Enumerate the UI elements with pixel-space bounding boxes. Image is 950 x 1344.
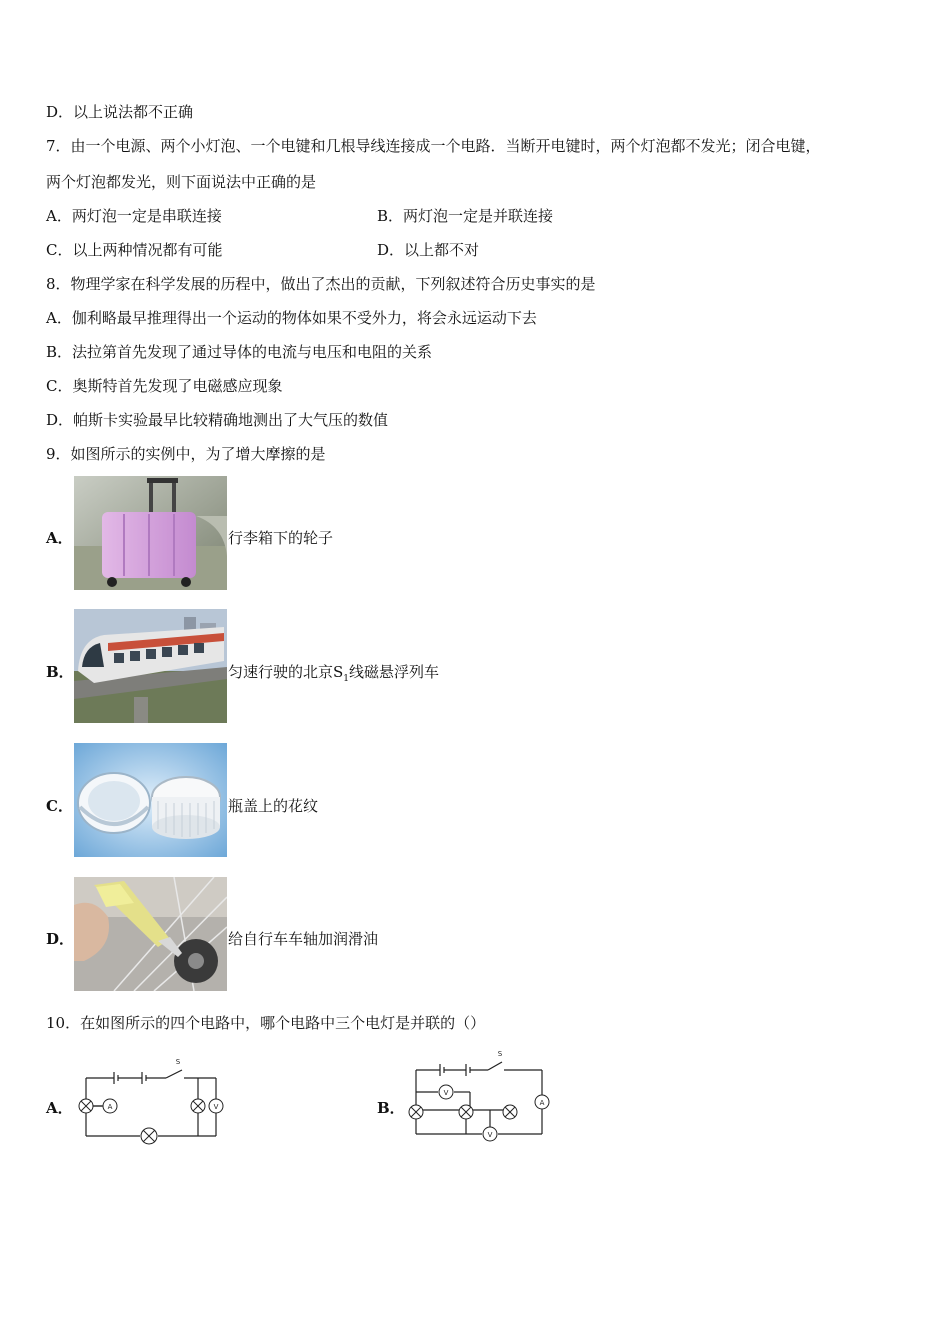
maglev-train-photo <box>74 609 227 723</box>
q9-stem: 9．如图所示的实例中，为了增大摩擦的是 <box>46 445 326 463</box>
caption-text-pre: 匀速行驶的北京 <box>228 663 334 681</box>
q8-option-d: D．帕斯卡实验最早比较精确地测出了大气压的数值 <box>46 411 389 429</box>
lamp-icon <box>141 1128 157 1144</box>
q9-option-a-caption: 行李箱下的轮子 <box>228 529 334 547</box>
voltmeter-symbol-b2: V <box>487 1131 493 1139</box>
q10-option-b-label: B． <box>377 1099 405 1117</box>
q9-option-b-caption <box>228 662 439 689</box>
voltmeter-symbol-b1: V <box>443 1089 449 1097</box>
q6-option-d: D．以上说法都不正确 <box>46 103 194 121</box>
switch-label-a: S <box>175 1058 181 1066</box>
caption-s-letter: S <box>333 663 344 681</box>
q9-option-d-label: D． <box>46 930 75 948</box>
voltmeter-symbol-a: V <box>213 1103 219 1111</box>
q10-option-a-label: A． <box>46 1099 73 1117</box>
q9-option-b-label: B． <box>46 663 74 681</box>
q7-option-d: D．以上都不对 <box>377 241 480 259</box>
suitcase-photo <box>74 476 227 590</box>
ammeter-symbol-b: A <box>539 1099 545 1107</box>
caption-text-post: 线磁悬浮列车 <box>349 663 440 681</box>
caption-subscript: 1 <box>343 674 350 684</box>
lamp-icon <box>459 1105 473 1119</box>
switch-label-b: S <box>497 1050 503 1058</box>
q8-option-a: A．伽利略最早推理得出一个运动的物体如果不受外力，将会永远运动下去 <box>46 309 537 327</box>
q8-stem: 8．物理学家在科学发展的历程中，做出了杰出的贡献，下列叙述符合历史事实的是 <box>46 275 596 293</box>
q9-option-c-label: C． <box>46 797 73 815</box>
lamp-icon <box>79 1099 93 1113</box>
lamp-icon <box>409 1105 423 1119</box>
circuit-diagram-a <box>74 1054 234 1146</box>
lamp-icon <box>191 1099 205 1113</box>
q7-option-c: C．以上两种情况都有可能 <box>46 241 223 259</box>
circuit-diagram-b <box>404 1046 554 1146</box>
q7-stem-line2: 两个灯泡都发光，则下面说法中正确的是 <box>46 173 317 191</box>
bottle-caps-photo <box>74 743 227 857</box>
q7-stem-line1: 7．由一个电源、两个小灯泡、一个电键和几根导线连接成一个电路．当断开电键时，两个灯泡都不发光；闭合电键， <box>46 137 821 155</box>
q8-option-c: C．奥斯特首先发现了电磁感应现象 <box>46 377 283 395</box>
ammeter-symbol-a: A <box>107 1103 113 1111</box>
q7-option-b: B．两灯泡一定是并联连接 <box>377 207 554 225</box>
q8-option-b: B．法拉第首先发现了通过导体的电流与电压和电阻的关系 <box>46 343 433 361</box>
q9-option-d-caption: 给自行车车轴加润滑油 <box>228 930 379 948</box>
q9-option-c-caption: 瓶盖上的花纹 <box>228 797 319 815</box>
bicycle-axle-oil-photo <box>74 877 227 991</box>
q9-option-a-label: A． <box>46 529 73 547</box>
lamp-icon <box>503 1105 517 1119</box>
q7-option-a: A．两灯泡一定是串联连接 <box>46 207 222 225</box>
q10-stem: 10．在如图所示的四个电路中，哪个电路中三个电灯是并联的（） <box>46 1014 486 1032</box>
